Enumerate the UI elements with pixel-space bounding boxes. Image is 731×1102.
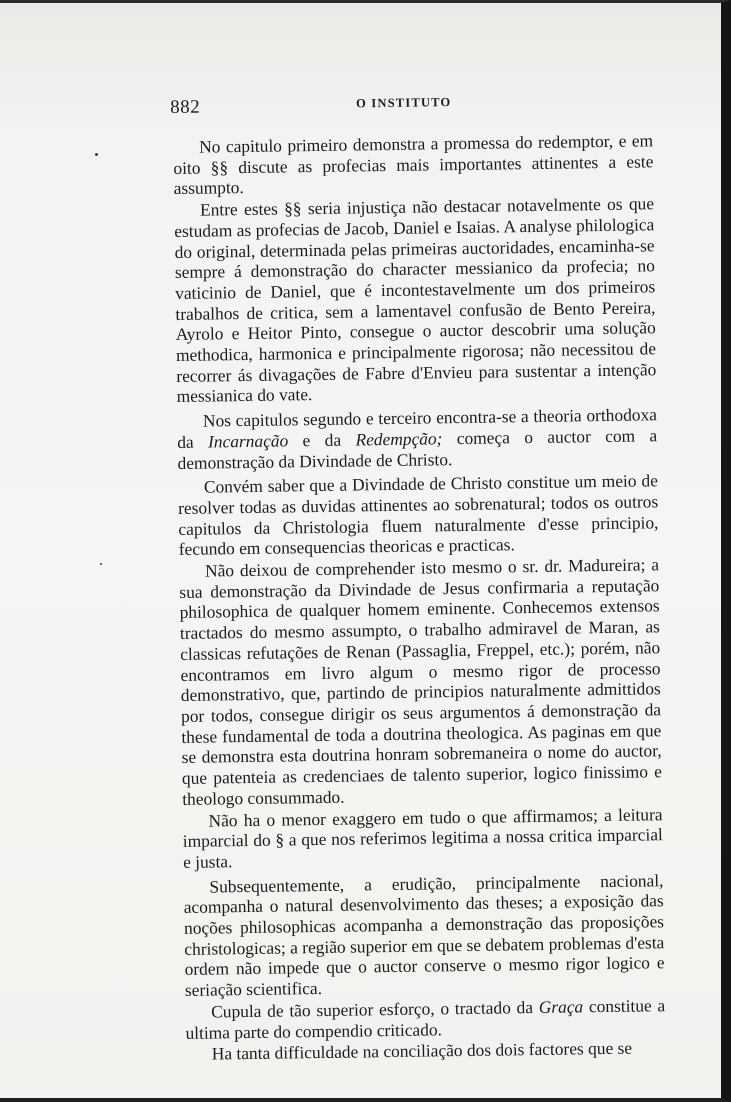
page-header [170, 90, 660, 119]
paragraph [173, 130, 654, 199]
paragraph-text: No capitulo primeiro demonstra a promessa do redemptor, e em oito §§ discute as profecias mais importantes attinentes a este assumpto. [173, 130, 654, 199]
paragraph-text: Convém saber que a Divindade de Christo constitue um meio de resolver todas as duvidas attinentes ao sobrenatural; todos os outros capitulos da Christologia fluem naturalmente d'esse principio, fecundo em consequencias theoricas e practicas. [178, 470, 659, 560]
paragraph [182, 804, 663, 873]
scan-speck [95, 153, 98, 156]
page-number: 882 [170, 96, 201, 118]
italic-term: Redempção; [355, 428, 443, 450]
scan-speck [100, 563, 102, 565]
italic-term: Graça [538, 996, 584, 1017]
paragraph-text: constitue a ultima parte do compendio criticado. [185, 995, 666, 1043]
paragraph-text: Ha tanta difficuldade na conciliação dos dois factores que se [211, 1037, 633, 1064]
body-text [173, 130, 666, 1065]
paragraph-text: começa o auctor com a demonstração da Divindade de Christo. [177, 425, 658, 473]
paragraph-text: Entre estes §§ seria injustiça não destacar notavelmente os que estudam as profecias de Jacob, Daniel e Isaias. A analyse philologica do original, determinada pelas primeiras auctoridades, encaminha-se sempre á demonstração do character messianico da profecia; no vaticinio de Daniel, que é incontestavelmente um dos primeiros trabalhos de critica, sem a lamentavel confusão de Bento Pereira, Ayrolo e Heitor Pinto, consegue o auctor descobrir uma solução methodica, harmonica e principalmente rigorosa; não necessitou de recorrer ás divagações de Fabre d'Envieu para sustentar a intenção messianica do vate. [174, 193, 657, 407]
paragraph [185, 995, 666, 1043]
running-head: O INSTITUTO [356, 95, 452, 111]
paragraph [177, 404, 658, 473]
paragraph [179, 554, 662, 809]
paragraph-text: Não ha o menor exaggero em tudo o que affirmamos; a leitura imparcial do § a que nos referimos legitima a nossa critica imparcial e justa. [182, 803, 663, 872]
paragraph [174, 193, 657, 407]
paragraph [183, 870, 665, 1001]
paragraph [178, 471, 659, 561]
paragraph-text: Não deixou de comprehender isto mesmo o sr. dr. Madureira; a sua demonstração da Divindade de Jesus confirmaria a reputação philosophica de qualquer homem eminente. Conhecemos extensos tractados do mesmo assumpto, o trabalho admiravel de Maran, as classicas refutações de Renan (Passaglia, Freppel, etc.); porém, não encontramos em livro algum o mesmo rigor de processo demonstrativo, que, partindo de principios naturalmente admittidos por todos, consegue dirigir os seus argumentos á demonstração da these fundamental de toda a doutrina theologica. As paginas em que se demonstra esta doutrina honram sobremaneira o nome do auctor, que patenteia as credenciaes de talento superior, logico finissimo e theologo consummado. [179, 554, 663, 809]
paragraph-text: Cupula de tão superior esforço, o tractado da [211, 996, 539, 1022]
italic-term: Incarnação [207, 430, 289, 452]
paragraph-text: e da [288, 429, 356, 451]
paragraph-text: Subsequentemente, a erudição, principalmente nacional, acompanha o natural desenvolvimento das theses; a exposição das noções philosophicas acompanha a demonstração das proposições christologicas; a região superior em que se debatem problemas d'esta ordem não impede que o auctor conserve o mesmo rigor logico e seriação scientifica. [183, 869, 665, 1001]
paragraph-text: Nos capitulos segundo e terceiro encontra-se a theoria orthodoxa da [177, 404, 658, 452]
